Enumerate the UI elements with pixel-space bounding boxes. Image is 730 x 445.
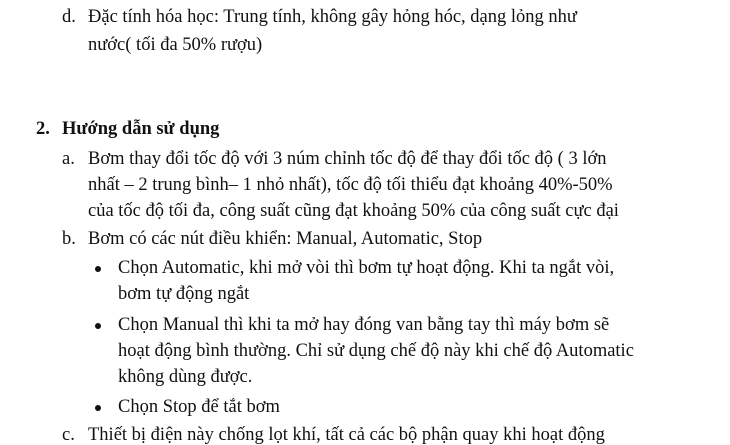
item-d-text-line-2: nước( tối đa 50% rượu)	[88, 35, 263, 55]
item-a-text-line-3: của tốc độ tối đa, công suất cũng đạt khoảng 50% của công suất cực đại	[88, 201, 619, 221]
bullet-3-text-line-1: Chọn Stop để tắt bơm	[118, 397, 280, 417]
bullet-2-text-line-1: Chọn Manual thì khi ta mở hay đóng van bằng tay thì máy bơm sẽ	[118, 315, 610, 335]
bullet-point-icon	[95, 266, 101, 272]
bullet-2-text-line-2: hoạt động bình thường. Chỉ sử dụng chế độ này khi chế độ Automatic	[118, 341, 634, 361]
item-a-text-line-2: nhất – 2 trung bình– 1 nhỏ nhất), tốc độ tối thiểu đạt khoảng 40%-50%	[88, 175, 613, 195]
section-number: 2.	[36, 119, 50, 139]
item-c-text-line-1: Thiết bị điện này chống lọt khí, tất cả các bộ phận quay khi hoạt động	[88, 425, 605, 445]
list-marker-c: c.	[62, 425, 75, 445]
item-a-text-line-1: Bơm thay đổi tốc độ với 3 núm chỉnh tốc độ để thay đổi tốc độ ( 3 lớn	[88, 149, 607, 169]
bullet-point-icon	[95, 323, 101, 329]
item-d-text-line-1: Đặc tính hóa học: Trung tính, không gây hỏng hóc, dạng lỏng như	[88, 7, 577, 27]
bullet-1-text-line-2: bơm tự động ngắt	[118, 284, 250, 304]
list-marker-d: d.	[62, 7, 76, 27]
bullet-1-text-line-1: Chọn Automatic, khi mở vòi thì bơm tự hoạt động. Khi ta ngắt vòi,	[118, 258, 615, 278]
list-marker-a: a.	[62, 149, 75, 169]
section-heading: Hướng dẫn sử dụng	[62, 119, 220, 139]
bullet-2-text-line-3: không dùng được.	[118, 367, 253, 387]
bullet-point-icon	[95, 405, 101, 411]
list-marker-b: b.	[62, 229, 76, 249]
item-b-text-line-1: Bơm có các nút điều khiển: Manual, Automatic, Stop	[88, 229, 483, 249]
